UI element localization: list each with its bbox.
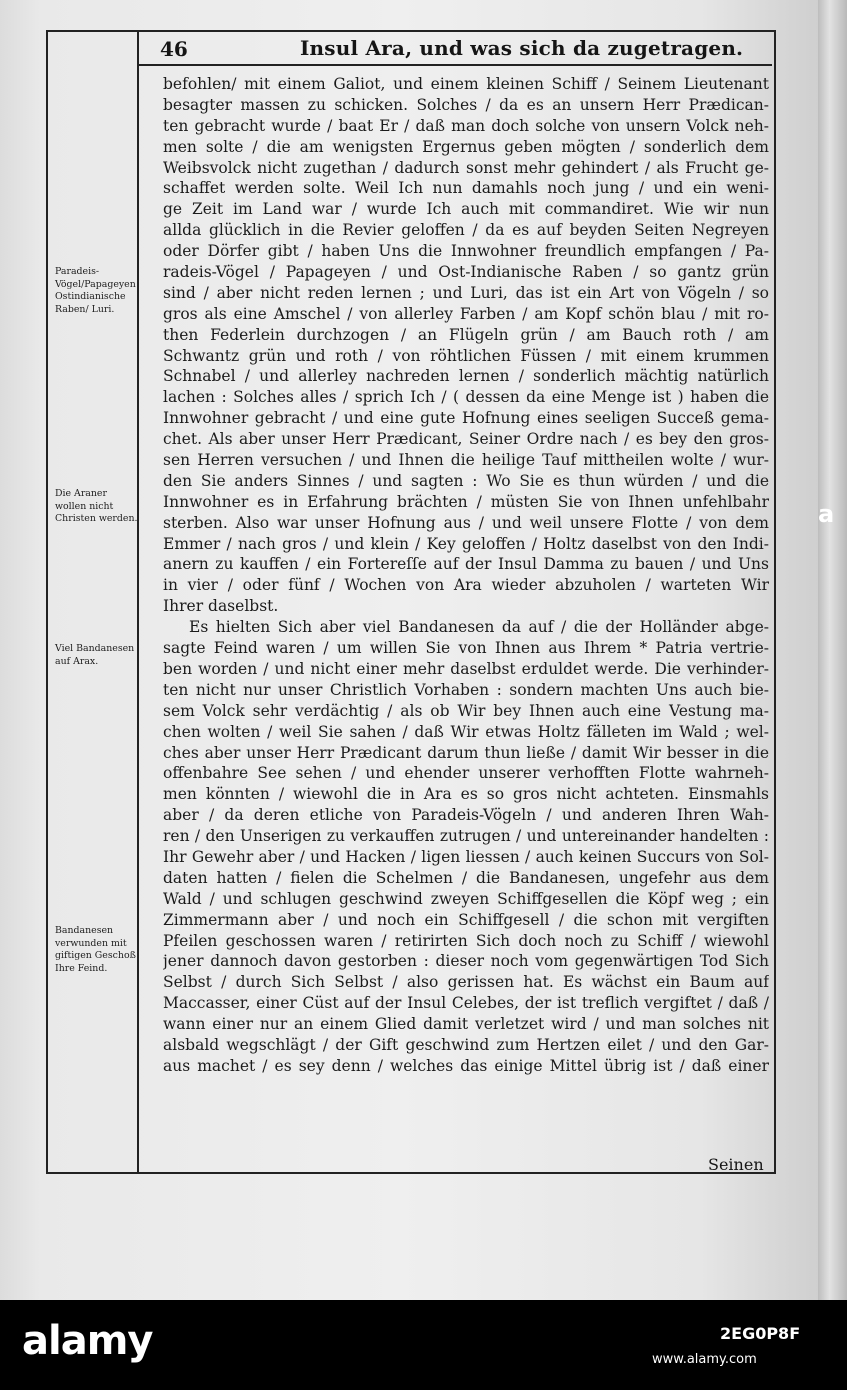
text-line	[163, 659, 769, 680]
text-line-content: alsbald wegschlägt / der Gift geschwind zum Hertzen eilet / und den Gar-	[163, 1035, 769, 1054]
text-line	[163, 617, 769, 638]
text-line	[163, 366, 769, 387]
text-line-content: Innwohner es in Erfahrung brächten / müsten Sie von Ihnen unfehlbahr	[163, 492, 769, 511]
text-line-content: Schnabel / und allerley nachreden lernen / sonderlich mächtig natürlich	[163, 367, 769, 386]
text-line-content: chet. Als aber unser Herr Prædicant, Seiner Ordre nach / es bey den gros-	[163, 430, 769, 449]
side-watermark-letter: a	[818, 500, 835, 528]
header-rule	[137, 64, 772, 66]
text-line	[163, 951, 769, 972]
margin-rule	[137, 30, 139, 1172]
text-line-content: ge Zeit im Land war / wurde Ich auch mit commandiret. Wie wir nun	[163, 200, 769, 219]
text-line-content: men könnten / wiewohl die in Ara es so gros nicht achteten. Einsmahls	[163, 785, 769, 804]
text-line-content: aus machet / es sey denn / welches das einige Mittel übrig ist / daß einer	[163, 1056, 769, 1075]
text-line	[163, 868, 769, 889]
text-line-content: aber / da deren etliche von Paradeis-Vögeln / und anderen Ihren Wah-	[163, 806, 769, 825]
text-line-content: schaffet werden solte. Weil Ich nun damahls noch jung / und ein weni-	[163, 179, 769, 198]
text-line	[163, 408, 769, 429]
text-line	[163, 784, 769, 805]
text-line-content: in vier / oder fünf / Wochen von Ara wieder abzuholen / warteten Wir	[163, 576, 769, 595]
text-line	[163, 1035, 769, 1056]
text-line	[163, 471, 769, 492]
text-line-content: daten hatten / fielen die Schelmen / die Bandanesen, ungefehr aus dem	[163, 868, 769, 887]
text-line-content: Es hielten Sich aber viel Bandanesen da auf / die der Holländer abge-	[189, 618, 769, 637]
text-line-content: besagter massen zu schicken. Solches / da es an unsern Herr Prædican-	[163, 95, 769, 114]
text-line-content: ten gebracht wurde / baat Er / daß man doch solche von unsern Volck neh-	[163, 116, 769, 135]
text-line	[163, 1056, 769, 1077]
text-line	[163, 763, 769, 784]
text-line	[163, 534, 769, 555]
text-line-content: oder Dörfer gibt / haben Uns die Innwohner freundlich empfangen / Pa-	[163, 242, 769, 261]
image-id: 2EG0P8F	[720, 1324, 801, 1343]
text-line	[163, 178, 769, 199]
text-line	[163, 993, 769, 1014]
text-line-content: sen Herren versuchen / und Ihnen die heilige Tauf mittheilen wolte / wur-	[163, 451, 769, 470]
running-head: Insul Ara, und was sich da zugetragen.	[300, 36, 744, 60]
text-line-content: Emmer / nach gros / und klein / Key geloffen / Holtz daselbst von den Indi-	[163, 534, 769, 553]
text-line	[163, 325, 769, 346]
text-line-content: lachen : Solches alles / sprich Ich / ( dessen da eine Menge ist ) haben die	[163, 388, 769, 407]
text-line-content: ten nicht nur unser Christlich Vorhaben : sondern machten Uns auch bie-	[163, 680, 769, 699]
text-line-content: befohlen/ mit einem Galiot, und einem kleinen Schiff / Seinem Lieutenant	[163, 75, 769, 93]
text-line	[163, 220, 769, 241]
text-line-content: Wald / und schlugen geschwind zweyen Schiffgesellen die Köpf weg ; ein	[163, 889, 769, 908]
text-line-content: men solte / die am wenigsten Ergernus geben mögten / sonderlich dem	[163, 137, 769, 156]
page-number: 46	[160, 37, 188, 61]
text-line	[163, 722, 769, 743]
text-line	[163, 638, 769, 659]
text-line	[163, 346, 769, 367]
text-line	[163, 972, 769, 993]
text-line-content: sterben. Also war unser Hofnung aus / und weil unsere Flotte / von dem	[163, 513, 769, 532]
text-line-content: Schwantz grün und roth / von röhtlichen Füssen / mit einem krummen	[163, 346, 769, 365]
text-line-content: ben worden / und nicht einer mehr daselbst erduldet werde. Die verhinder-	[163, 659, 769, 678]
margin-note: Paradeis-Vögel/Papageyen Ostindianische Raben/ Luri.	[55, 266, 136, 315]
text-line	[163, 283, 769, 304]
margin-note: Viel Bandanesen auf Arax.	[55, 643, 135, 667]
text-line	[163, 74, 769, 95]
alamy-logo: alamy	[22, 1318, 153, 1364]
page-gutter	[818, 0, 847, 1300]
text-line	[163, 492, 769, 513]
text-line-content: then Federlein durchzogen / an Flügeln grün / am Bauch roth / am	[163, 325, 769, 344]
text-line-content: Pfeilen geschossen waren / retirirten Sich doch noch zu Schiff / wiewohl	[163, 931, 769, 950]
text-line-content: Maccasser, einer Cüst auf der Insul Celebes, der ist treflich vergiftet / daß /	[163, 994, 769, 1013]
text-line-content: Selbst / durch Sich Selbst / also gerissen hat. Es wächst ein Baum auf	[163, 973, 769, 992]
text-line-content: sagte Feind waren / um willen Sie von Ihnen aus Ihrem * Patria vertrie-	[163, 639, 769, 658]
text-line-content: Weibsvolck nicht zugethan / dadurch sonst mehr gehindert / als Frucht ge-	[163, 158, 769, 177]
catchword: Seinen	[708, 1155, 764, 1174]
text-line	[163, 158, 769, 179]
text-line	[163, 826, 769, 847]
text-line	[163, 596, 769, 617]
text-line	[163, 847, 769, 868]
text-line-content: jener dannoch davon gestorben : dieser noch vom gegenwärtigen Tod Sich	[163, 952, 769, 971]
text-line	[163, 387, 769, 408]
stock-url: www.alamy.com	[652, 1352, 757, 1367]
text-line-content: gros als eine Amschel / von allerley Farben / am Kopf schön blau / mit ro-	[163, 304, 769, 323]
body-text	[163, 74, 769, 1077]
text-line-content: Innwohner gebracht / und eine gute Hofnung eines seeligen Succeß gema-	[163, 409, 769, 428]
text-line	[163, 513, 769, 534]
text-line-content: anern zu kauffen / ein Fortereſſe auf der Insul Damma zu bauen / und Uns	[163, 555, 769, 574]
text-line	[163, 199, 769, 220]
text-line	[163, 910, 769, 931]
text-line	[163, 931, 769, 952]
text-line-content: wann einer nur an einem Glied damit verletzet wird / und man solches nit	[163, 1015, 769, 1034]
text-line	[163, 701, 769, 722]
text-line-content: sem Volck sehr verdächtig / als ob Wir bey Ihnen auch eine Vestung ma-	[163, 701, 769, 720]
text-line-content: allda glücklich in die Revier geloffen / da es auf beyden Seiten Negreyen	[163, 221, 769, 240]
text-line	[163, 95, 769, 116]
text-line-content: ren / den Unserigen zu verkauffen zutrugen / und untereinander handelten :	[163, 827, 769, 846]
text-line-content: sind / aber nicht reden lernen ; und Luri, das ist ein Art von Vögeln / so	[163, 283, 769, 302]
text-line	[163, 575, 769, 596]
text-line	[163, 1014, 769, 1035]
text-line	[163, 429, 769, 450]
text-line-content: den Sie anders Sinnes / und sagten : Wo Sie es thun würden / und die	[163, 471, 769, 490]
text-line	[163, 262, 769, 283]
text-line	[163, 680, 769, 701]
text-line-content: Ihrer daselbst.	[163, 597, 279, 616]
text-line-content: ches aber unser Herr Prædicant darum thun ließe / damit Wir besser in die	[163, 743, 769, 762]
margin-note: Bandanesen verwunden mit giftigen Geschoß Ihre Feind.	[55, 925, 136, 974]
margin-note: Die Araner wollen nicht Christen werden.	[55, 488, 138, 524]
text-line-content: Ihr Gewehr aber / und Hacken / ligen liessen / auch keinen Succurs von Sol-	[163, 847, 769, 866]
text-line	[163, 805, 769, 826]
text-line	[163, 889, 769, 910]
text-line-content: offenbahre See sehen / und ehender unserer verhofften Flotte wahrneh-	[163, 764, 769, 783]
text-line	[163, 450, 769, 471]
text-line	[163, 241, 769, 262]
text-line	[163, 116, 769, 137]
text-line	[163, 304, 769, 325]
text-line	[163, 554, 769, 575]
text-line-content: Zimmermann aber / und noch ein Schiffgesell / die schon mit vergiften	[163, 910, 769, 929]
text-line-content: radeis-Vögel / Papageyen / und Ost-Indianische Raben / so gantz grün	[163, 263, 769, 282]
text-line	[163, 137, 769, 158]
text-line	[163, 743, 769, 764]
text-line-content: chen wolten / weil Sie sahen / daß Wir etwas Holtz fälleten im Wald ; wel-	[163, 722, 769, 741]
